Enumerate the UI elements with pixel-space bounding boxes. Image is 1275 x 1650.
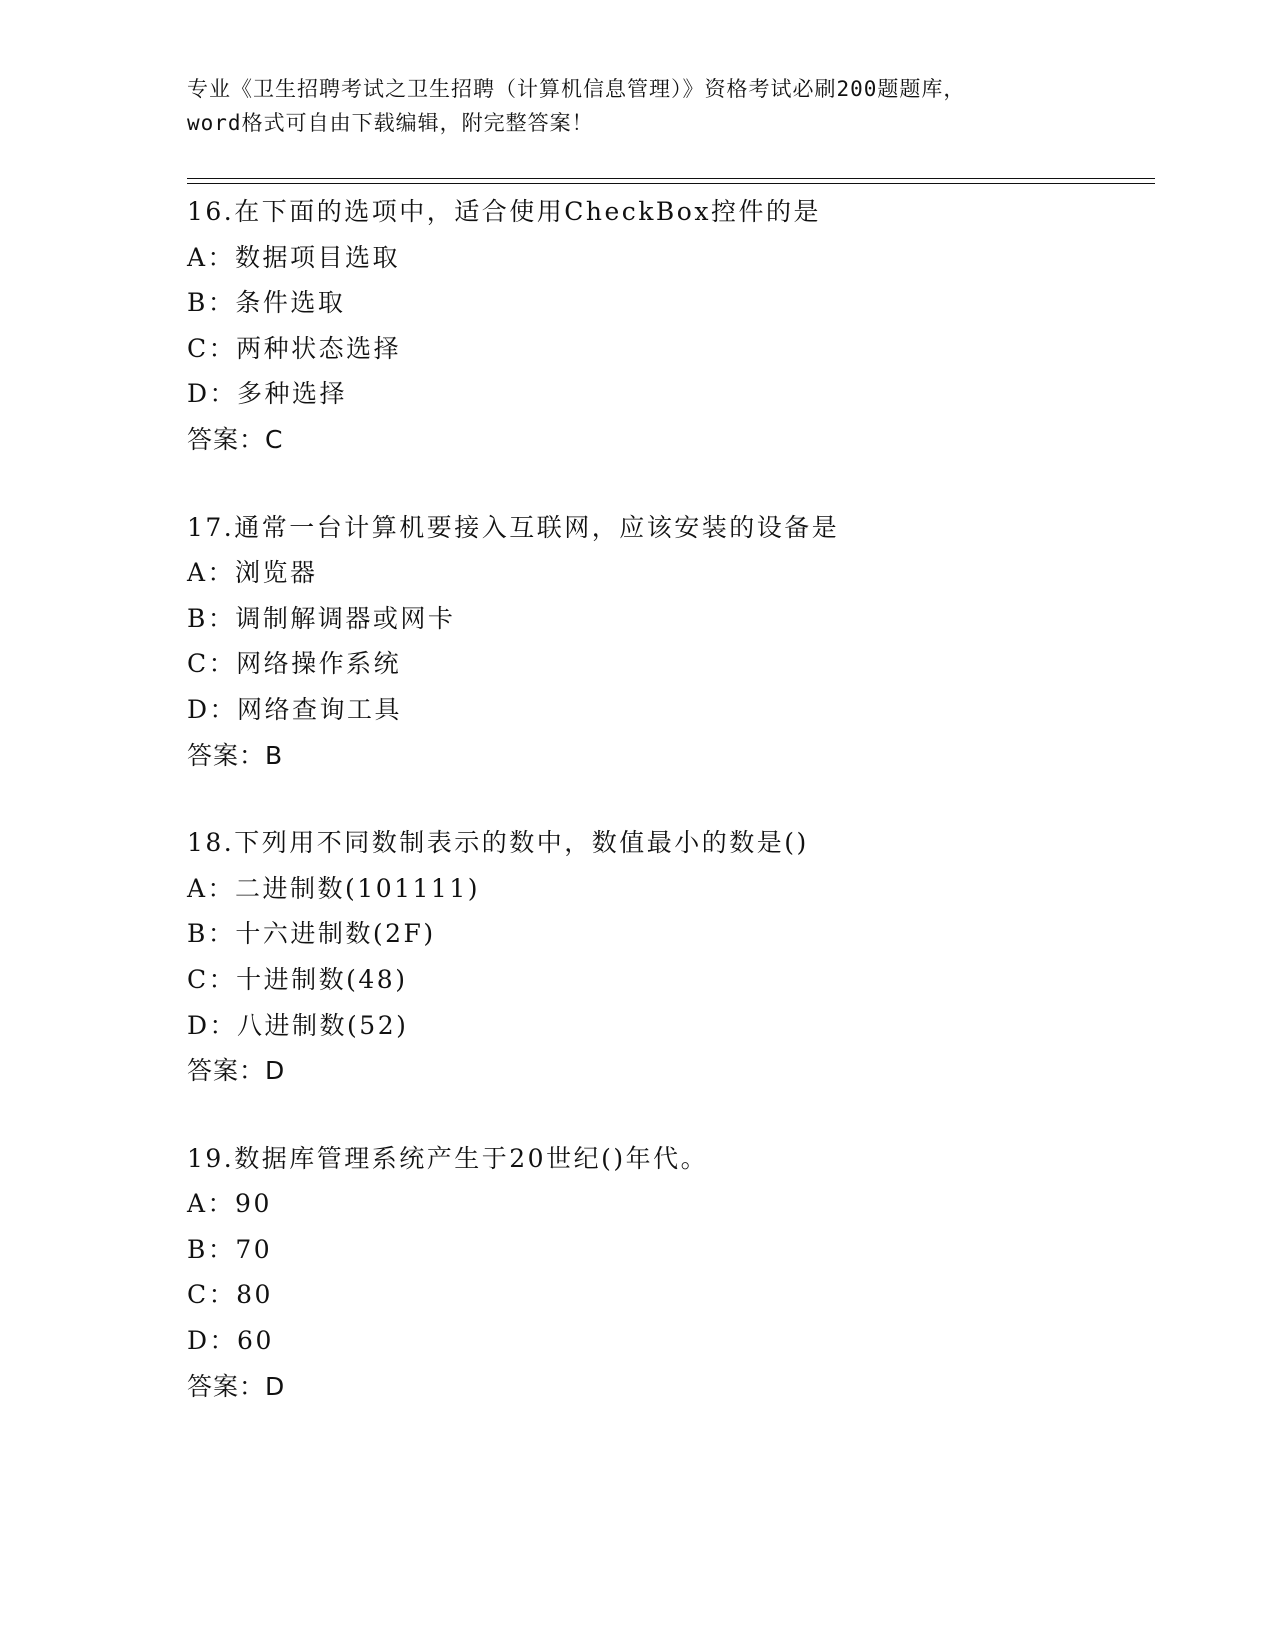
answer-line: 答案：C	[187, 424, 284, 454]
option-d: D：60	[187, 1326, 274, 1356]
answer-line: 答案：D	[187, 1056, 286, 1086]
question-17	[187, 505, 1155, 779]
header-line-1: 专业《卫生招聘考试之卫生招聘（计算机信息管理）》资格考试必刷200题题库，	[187, 77, 966, 101]
document-header	[187, 72, 1087, 140]
option-c: C：两种状态选择	[187, 333, 402, 363]
header-divider-bottom	[187, 183, 1155, 184]
option-c: C：网络操作系统	[187, 649, 402, 679]
option-c: C：80	[187, 1280, 273, 1310]
answer-line: 答案：D	[187, 1371, 286, 1401]
option-a: A：数据项目选取	[187, 242, 401, 272]
header-line-2: word格式可自由下载编辑，附完整答案！	[187, 111, 594, 135]
answer-line: 答案：B	[187, 740, 284, 770]
question-stem: 16.在下面的选项中，适合使用CheckBox控件的是	[187, 197, 821, 226]
question-stem: 19.数据库管理系统产生于20世纪()年代。	[187, 1143, 709, 1173]
option-b: B：调制解调器或网卡	[187, 603, 456, 633]
option-d: D：网络查询工具	[187, 694, 403, 724]
option-d: D：多种选择	[187, 379, 348, 409]
option-a: A：二进制数(101111)	[187, 873, 480, 903]
option-b: B：十六进制数(2F)	[187, 919, 436, 949]
option-a: A：浏览器	[187, 558, 318, 588]
question-19	[187, 1136, 1155, 1410]
option-b: B：70	[187, 1234, 273, 1264]
option-c: C：十进制数(48)	[187, 964, 408, 994]
question-16	[187, 189, 1155, 463]
option-d: D：八进制数(52)	[187, 1010, 409, 1040]
question-stem: 18.下列用不同数制表示的数中，数值最小的数是()	[187, 828, 809, 858]
option-a: A：90	[187, 1189, 272, 1219]
question-list	[187, 189, 1155, 1451]
question-18	[187, 820, 1155, 1094]
header-divider-top	[187, 178, 1155, 179]
option-b: B：条件选取	[187, 288, 346, 318]
question-stem: 17.通常一台计算机要接入互联网，应该安装的设备是	[187, 512, 840, 542]
